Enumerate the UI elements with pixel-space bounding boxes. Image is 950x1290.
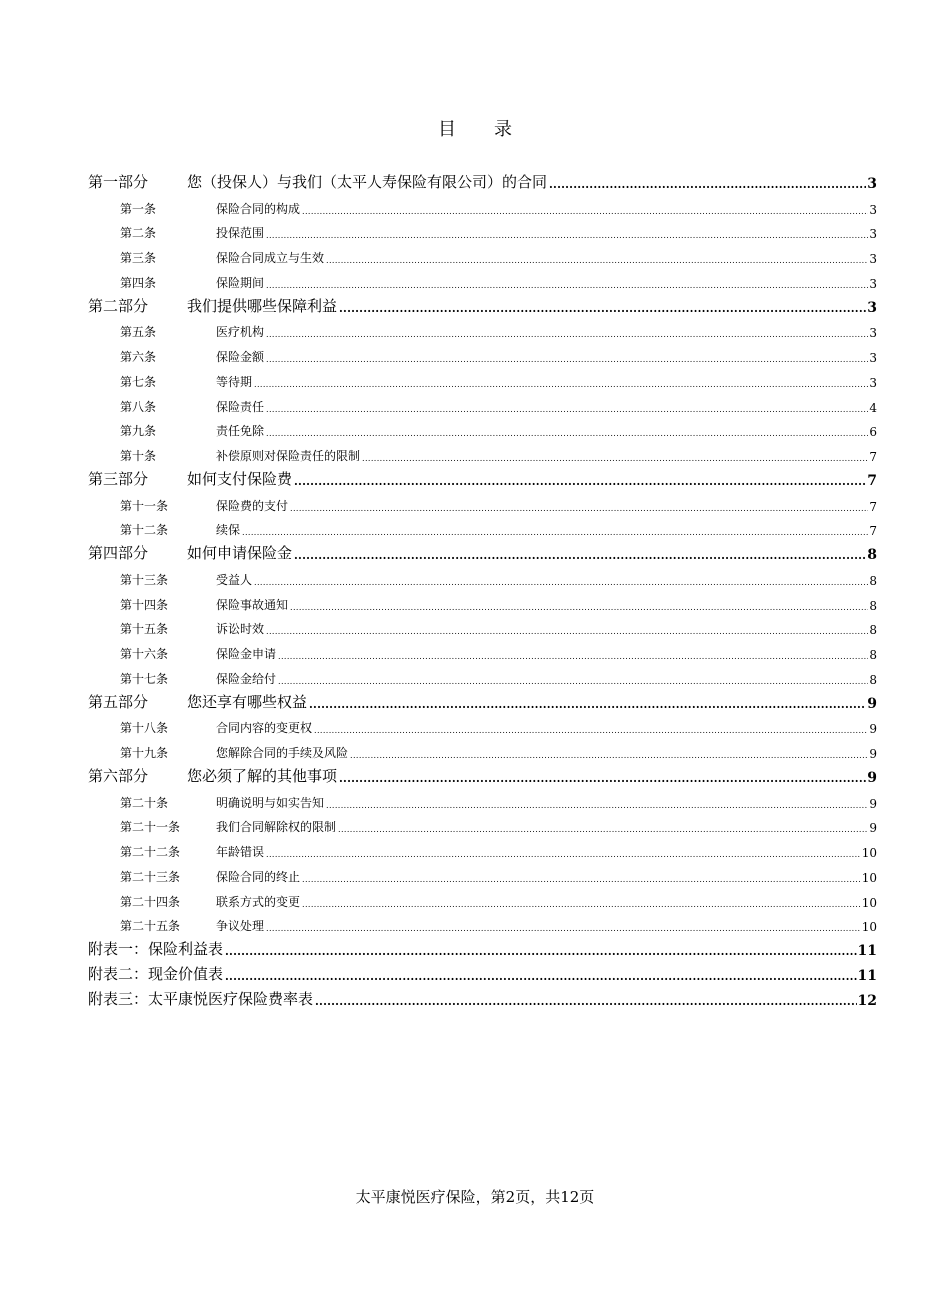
toc-entry-title: 保险金给付 bbox=[216, 671, 277, 686]
toc-entry-title: 等待期 bbox=[216, 374, 253, 389]
toc-article-entry[interactable] bbox=[88, 217, 877, 242]
toc-entry-number: 第二条 bbox=[120, 226, 157, 241]
toc-dot-leader bbox=[266, 401, 868, 415]
toc-part-entry[interactable] bbox=[88, 464, 877, 489]
toc-entry-number: 第十条 bbox=[120, 449, 157, 463]
toc-entry-title: 保险合同的构成 bbox=[216, 201, 301, 216]
toc-article-entry[interactable] bbox=[88, 662, 877, 687]
toc-entry-title: 附表三：太平康悦医疗保险费率表 bbox=[88, 989, 314, 1008]
toc-article-entry[interactable] bbox=[88, 563, 877, 588]
toc-page-number: 3 bbox=[869, 351, 877, 365]
toc-entry-number: 第十二条 bbox=[120, 523, 169, 538]
toc-dot-leader bbox=[339, 298, 866, 316]
toc-dot-leader bbox=[225, 966, 857, 984]
toc-entry-number: 第二十一条 bbox=[120, 820, 181, 835]
toc-entry-title: 您还享有哪些权益 bbox=[187, 692, 308, 711]
toc-page-number: 11 bbox=[857, 943, 877, 959]
toc-page-number: 3 bbox=[869, 202, 877, 217]
toc-entry-number: 第二十二条 bbox=[120, 845, 181, 859]
toc-page-number: 9 bbox=[869, 796, 877, 811]
toc-dot-leader bbox=[225, 941, 857, 959]
toc-part-entry[interactable] bbox=[88, 291, 877, 316]
toc-article-entry[interactable] bbox=[88, 885, 877, 910]
toc-article-entry[interactable] bbox=[88, 266, 877, 291]
toc-dot-leader bbox=[266, 227, 868, 241]
toc-article-entry[interactable] bbox=[88, 910, 877, 935]
toc-article-entry[interactable] bbox=[88, 439, 877, 464]
toc-entry-title: 明确说明与如实告知 bbox=[216, 795, 325, 810]
toc-entry-title: 保险费的支付 bbox=[216, 498, 289, 513]
toc-page-number: 9 bbox=[869, 747, 877, 761]
toc-page-number: 8 bbox=[867, 547, 877, 563]
toc-entry-number: 第六条 bbox=[120, 350, 157, 364]
toc-entry-number: 第二十四条 bbox=[120, 894, 181, 909]
toc-page-number: 10 bbox=[861, 895, 877, 910]
toc-article-entry[interactable] bbox=[88, 489, 877, 514]
toc-entry-title: 附表一：保险利益表 bbox=[88, 940, 224, 958]
toc-entry-title: 医疗机构 bbox=[216, 325, 265, 340]
toc-entry-number: 第十六条 bbox=[120, 647, 169, 661]
toc-page-number: 7 bbox=[869, 450, 877, 464]
toc-article-entry[interactable] bbox=[88, 811, 877, 836]
toc-entry-title: 如何支付保险费 bbox=[187, 469, 293, 488]
toc-entry-title: 保险金额 bbox=[216, 350, 265, 364]
toc-article-entry[interactable] bbox=[88, 786, 877, 811]
toc-page-number: 7 bbox=[869, 499, 877, 514]
toc-page-number: 3 bbox=[869, 276, 877, 291]
toc-appendix-entry[interactable] bbox=[88, 984, 877, 1009]
toc-entry-number: 第十七条 bbox=[120, 671, 169, 686]
toc-title bbox=[0, 115, 950, 141]
toc-dot-leader bbox=[326, 797, 868, 811]
toc-entry-title: 投保范围 bbox=[216, 226, 265, 241]
toc-entry-number: 第十九条 bbox=[120, 746, 169, 760]
toc-article-entry[interactable] bbox=[88, 365, 877, 390]
toc-dot-leader bbox=[290, 500, 868, 514]
toc-entry-number: 第六部分 bbox=[88, 766, 149, 785]
toc-entry-title: 您（投保人）与我们（太平人寿保险有限公司）的合同 bbox=[187, 172, 548, 191]
toc-part-entry[interactable] bbox=[88, 538, 877, 563]
toc-article-entry[interactable] bbox=[88, 390, 877, 415]
toc-entry-title: 责任免除 bbox=[216, 424, 265, 439]
toc-entry-number: 第十五条 bbox=[120, 622, 169, 637]
toc-dot-leader bbox=[362, 450, 868, 464]
table-of-contents bbox=[88, 167, 877, 1009]
toc-dot-leader bbox=[339, 768, 866, 786]
toc-page-number: 3 bbox=[869, 375, 877, 390]
toc-entry-number: 第二十三条 bbox=[120, 869, 181, 884]
toc-entry-title: 补偿原则对保险责任的限制 bbox=[216, 449, 361, 463]
toc-dot-leader bbox=[290, 599, 868, 613]
toc-entry-title: 合同内容的变更权 bbox=[216, 721, 313, 736]
toc-article-entry[interactable] bbox=[88, 415, 877, 440]
toc-entry-number: 第一条 bbox=[120, 201, 157, 216]
toc-entry-title: 受益人 bbox=[216, 572, 253, 587]
toc-page-number: 11 bbox=[857, 967, 877, 984]
toc-entry-title: 保险责任 bbox=[216, 399, 265, 414]
toc-article-entry[interactable] bbox=[88, 340, 877, 365]
toc-part-entry[interactable] bbox=[88, 687, 877, 712]
toc-article-entry[interactable] bbox=[88, 514, 877, 539]
toc-entry-number: 第十四条 bbox=[120, 597, 169, 612]
toc-page-number: 10 bbox=[861, 870, 877, 885]
toc-page-number: 8 bbox=[869, 598, 877, 613]
toc-dot-leader bbox=[294, 545, 866, 563]
toc-entry-number: 第二十条 bbox=[120, 795, 169, 810]
toc-dot-leader bbox=[266, 920, 861, 934]
toc-dot-leader bbox=[278, 673, 868, 687]
toc-article-entry[interactable] bbox=[88, 637, 877, 662]
toc-dot-leader bbox=[278, 648, 868, 662]
toc-entry-number: 第三条 bbox=[120, 251, 157, 265]
toc-article-entry[interactable] bbox=[88, 192, 877, 217]
toc-article-entry[interactable] bbox=[88, 835, 877, 860]
toc-entry-title: 您必须了解的其他事项 bbox=[187, 766, 338, 785]
toc-entry-number: 第十一条 bbox=[120, 498, 169, 513]
toc-dot-leader bbox=[266, 425, 868, 439]
toc-dot-leader bbox=[350, 747, 868, 761]
toc-entry-title: 保险合同成立与生效 bbox=[216, 251, 325, 265]
toc-article-entry[interactable] bbox=[88, 736, 877, 761]
toc-dot-leader bbox=[254, 376, 868, 390]
toc-page-number: 3 bbox=[869, 252, 877, 266]
toc-page-number: 3 bbox=[869, 227, 877, 242]
toc-entry-title: 诉讼时效 bbox=[216, 622, 265, 637]
toc-page-number: 3 bbox=[867, 299, 877, 316]
toc-page-number: 3 bbox=[869, 326, 877, 341]
toc-page-number: 8 bbox=[869, 573, 877, 588]
toc-page-number: 8 bbox=[869, 648, 877, 662]
toc-page-number: 12 bbox=[857, 992, 877, 1009]
toc-entry-number: 第五条 bbox=[120, 325, 157, 340]
toc-entry-title: 您解除合同的手续及风险 bbox=[216, 746, 349, 760]
toc-dot-leader bbox=[266, 277, 868, 291]
toc-article-entry[interactable] bbox=[88, 712, 877, 737]
toc-entry-number: 第三部分 bbox=[88, 469, 149, 488]
toc-page-number: 10 bbox=[861, 920, 877, 935]
toc-dot-leader bbox=[315, 991, 857, 1009]
toc-entry-title: 年龄错误 bbox=[216, 845, 265, 859]
toc-entry-title: 附表二：现金价值表 bbox=[88, 964, 224, 983]
toc-dot-leader bbox=[314, 722, 868, 736]
toc-entry-title: 我们合同解除权的限制 bbox=[216, 820, 337, 835]
toc-dot-leader bbox=[309, 694, 866, 712]
toc-dot-leader bbox=[266, 351, 868, 365]
toc-title-char: 目 bbox=[438, 119, 456, 140]
toc-dot-leader bbox=[326, 252, 868, 266]
toc-article-entry[interactable] bbox=[88, 241, 877, 266]
toc-entry-title: 争议处理 bbox=[216, 919, 265, 934]
toc-page-number: 8 bbox=[869, 623, 877, 638]
toc-dot-leader bbox=[302, 896, 861, 910]
toc-entry-title: 保险合同的终止 bbox=[216, 869, 301, 884]
toc-dot-leader bbox=[266, 623, 868, 637]
toc-part-entry[interactable] bbox=[88, 761, 877, 786]
page-footer: 太平康悦医疗保险，第2页，共12页 bbox=[355, 1188, 595, 1206]
toc-page-number: 10 bbox=[861, 846, 877, 860]
toc-article-entry[interactable] bbox=[88, 316, 877, 341]
toc-dot-leader bbox=[549, 174, 866, 192]
toc-entry-number: 第九条 bbox=[120, 424, 157, 439]
toc-entry-number: 第七条 bbox=[120, 374, 157, 389]
toc-entry-title: 保险期间 bbox=[216, 275, 265, 290]
toc-article-entry[interactable] bbox=[88, 613, 877, 638]
toc-page-number: 9 bbox=[869, 821, 877, 836]
toc-entry-number: 第二十五条 bbox=[120, 919, 181, 934]
toc-page-number: 9 bbox=[867, 695, 877, 712]
toc-entry-number: 第十八条 bbox=[120, 721, 169, 736]
toc-entry-title: 如何申请保险金 bbox=[187, 544, 293, 562]
toc-page-number: 9 bbox=[867, 769, 877, 786]
toc-page-number: 4 bbox=[869, 400, 877, 415]
toc-dot-leader bbox=[266, 846, 861, 860]
toc-page-number: 8 bbox=[869, 672, 877, 687]
toc-title-char: 录 bbox=[494, 119, 512, 140]
toc-dot-leader bbox=[338, 821, 868, 835]
toc-dot-leader bbox=[302, 203, 868, 217]
toc-page-number: 7 bbox=[867, 472, 877, 489]
toc-dot-leader bbox=[254, 574, 868, 588]
toc-entry-title: 联系方式的变更 bbox=[216, 894, 301, 909]
toc-dot-leader bbox=[242, 524, 868, 538]
toc-entry-title: 续保 bbox=[216, 523, 241, 538]
toc-page-number: 3 bbox=[867, 175, 877, 192]
toc-entry-title: 保险事故通知 bbox=[216, 597, 289, 612]
toc-article-entry[interactable] bbox=[88, 588, 877, 613]
toc-entry-number: 第四部分 bbox=[88, 544, 149, 562]
toc-entry-number: 第四条 bbox=[120, 275, 157, 290]
toc-entry-number: 第一部分 bbox=[88, 172, 149, 191]
toc-entry-number: 第八条 bbox=[120, 399, 157, 414]
toc-entry-number: 第十三条 bbox=[120, 572, 169, 587]
toc-dot-leader bbox=[302, 871, 861, 885]
toc-entry-number: 第二部分 bbox=[88, 296, 149, 315]
toc-entry-title: 我们提供哪些保障利益 bbox=[187, 296, 338, 315]
toc-entry-title: 保险金申请 bbox=[216, 647, 277, 661]
toc-appendix-entry[interactable] bbox=[88, 934, 877, 959]
toc-page-number: 6 bbox=[869, 425, 877, 440]
toc-part-entry[interactable] bbox=[88, 167, 877, 192]
toc-article-entry[interactable] bbox=[88, 860, 877, 885]
toc-page-number: 9 bbox=[869, 722, 877, 737]
toc-appendix-entry[interactable] bbox=[88, 959, 877, 984]
toc-page-number: 7 bbox=[869, 524, 877, 539]
toc-entry-number: 第五部分 bbox=[88, 692, 149, 711]
toc-dot-leader bbox=[294, 471, 866, 489]
toc-dot-leader bbox=[266, 326, 868, 340]
